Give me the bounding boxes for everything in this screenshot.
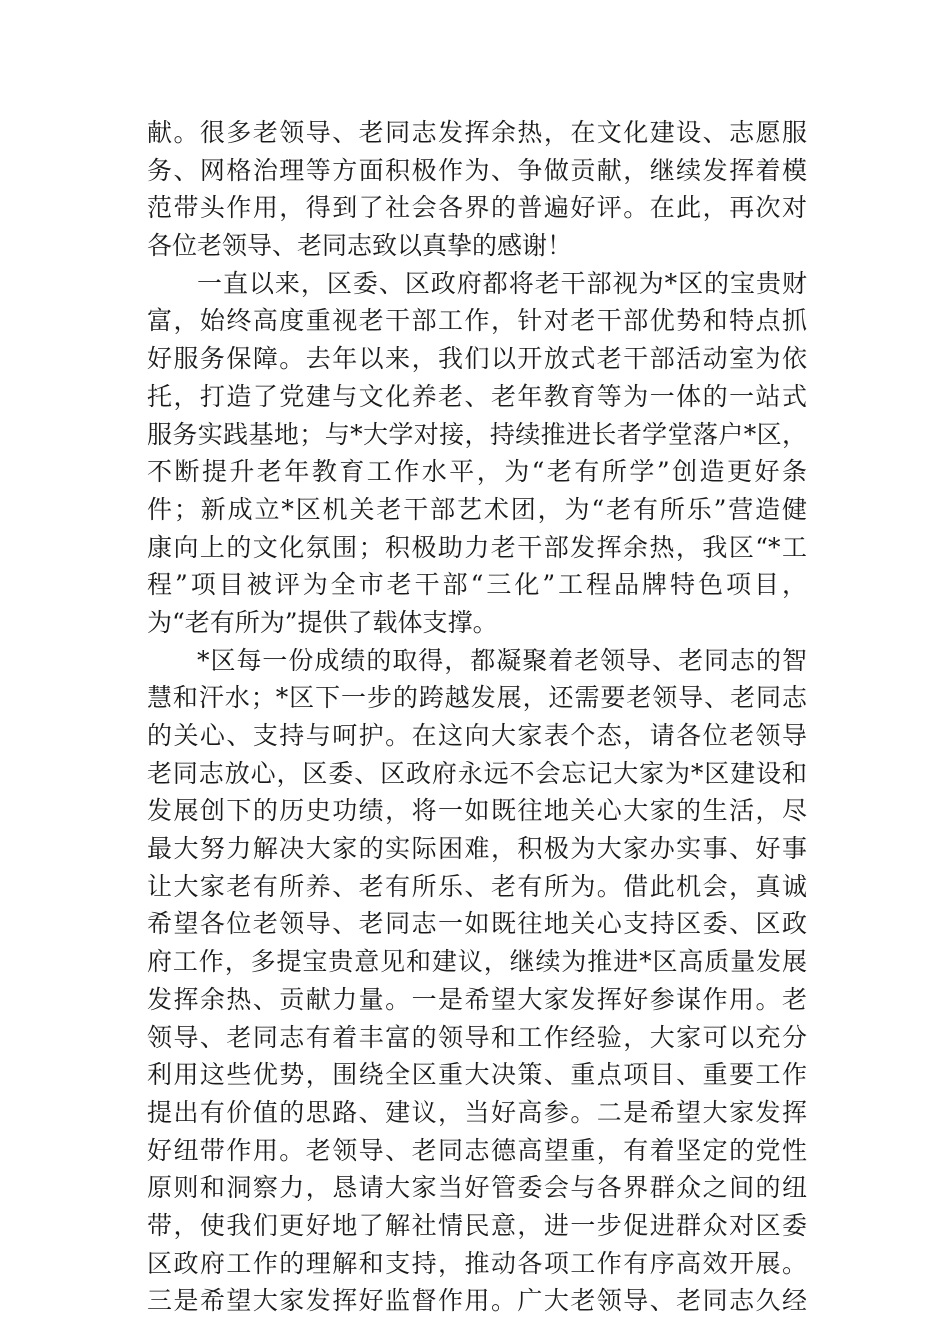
text-line: 范带头作用，得到了社会各界的普遍好评。在此，再次对 <box>147 193 807 223</box>
text-line: 一直以来，区委、区政府都将老干部视为*区的宝贵财 <box>197 268 807 298</box>
text-line: 原则和洞察力，恳请大家当好管委会与各界群众之间的纽 <box>147 1173 807 1203</box>
text-line: 发挥余热、贡献力量。一是希望大家发挥好参谋作用。老 <box>147 984 807 1014</box>
text-line: 慧和汗水；*区下一步的跨越发展，还需要老领导、老同志 <box>147 683 807 713</box>
text-line: 富，始终高度重视老干部工作，针对老干部优势和特点抓 <box>147 306 807 336</box>
text-line: 务、网格治理等方面积极作为、争做贡献，继续发挥着模 <box>147 155 807 185</box>
text-line: 服务实践基地；与*大学对接，持续推进长者学堂落户*区， <box>147 419 807 449</box>
text-line: 希望各位老领导、老同志一如既往地关心支持区委、区政 <box>147 909 807 939</box>
text-line: 区政府工作的理解和支持，推动各项工作有序高效开展。 <box>147 1248 807 1278</box>
text-line: 好纽带作用。老领导、老同志德高望重，有着坚定的党性 <box>147 1135 807 1165</box>
text-line: 三是希望大家发挥好监督作用。广大老领导、老同志久经 <box>147 1286 807 1316</box>
text-line: 好服务保障。去年以来，我们以开放式老干部活动室为依 <box>147 344 807 374</box>
text-line: 领导、老同志有着丰富的领导和工作经验，大家可以充分 <box>147 1022 807 1052</box>
text-line: 程”项目被评为全市老干部“三化”工程品牌特色项目， <box>147 570 807 600</box>
text-line: 最大努力解决大家的实际困难，积极为大家办实事、好事 <box>147 834 807 864</box>
text-line: 府工作，多提宝贵意见和建议，继续为推进*区高质量发展 <box>147 947 807 977</box>
text-line: 康向上的文化氛围；积极助力老干部发挥余热，我区“*工 <box>147 532 807 562</box>
text-line: 让大家老有所养、老有所乐、老有所为。借此机会，真诚 <box>147 871 807 901</box>
text-line: 各位老领导、老同志致以真挚的感谢！ <box>147 231 573 261</box>
body-text <box>147 114 807 1320</box>
text-line: 不断提升老年教育工作水平，为“老有所学”创造更好条 <box>147 457 807 487</box>
text-line: 的关心、支持与呵护。在这向大家表个态，请各位老领导 <box>147 721 807 750</box>
text-line: 老同志放心，区委、区政府永远不会忘记大家为*区建设和 <box>147 758 807 788</box>
text-line: 发展创下的历史功绩，将一如既往地关心大家的生活，尽 <box>147 796 807 826</box>
text-line: 托，打造了党建与文化养老、老年教育等为一体的一站式 <box>147 381 807 411</box>
text-line: 带，使我们更好地了解社情民意，进一步促进群众对区委 <box>147 1210 807 1240</box>
text-line: 利用这些优势，围绕全区重大决策、重点项目、重要工作 <box>147 1060 807 1090</box>
text-line: 件；新成立*区机关老干部艺术团，为“老有所乐”营造健 <box>147 494 807 524</box>
text-line: 提出有价值的思路、建议，当好高参。二是希望大家发挥 <box>147 1097 807 1127</box>
text-line: 献。很多老领导、老同志发挥余热，在文化建设、志愿服 <box>147 118 807 147</box>
text-line: *区每一份成绩的取得，都凝聚着老领导、老同志的智 <box>197 645 807 675</box>
text-line: 为“老有所为”提供了载体支撑。 <box>147 607 498 637</box>
